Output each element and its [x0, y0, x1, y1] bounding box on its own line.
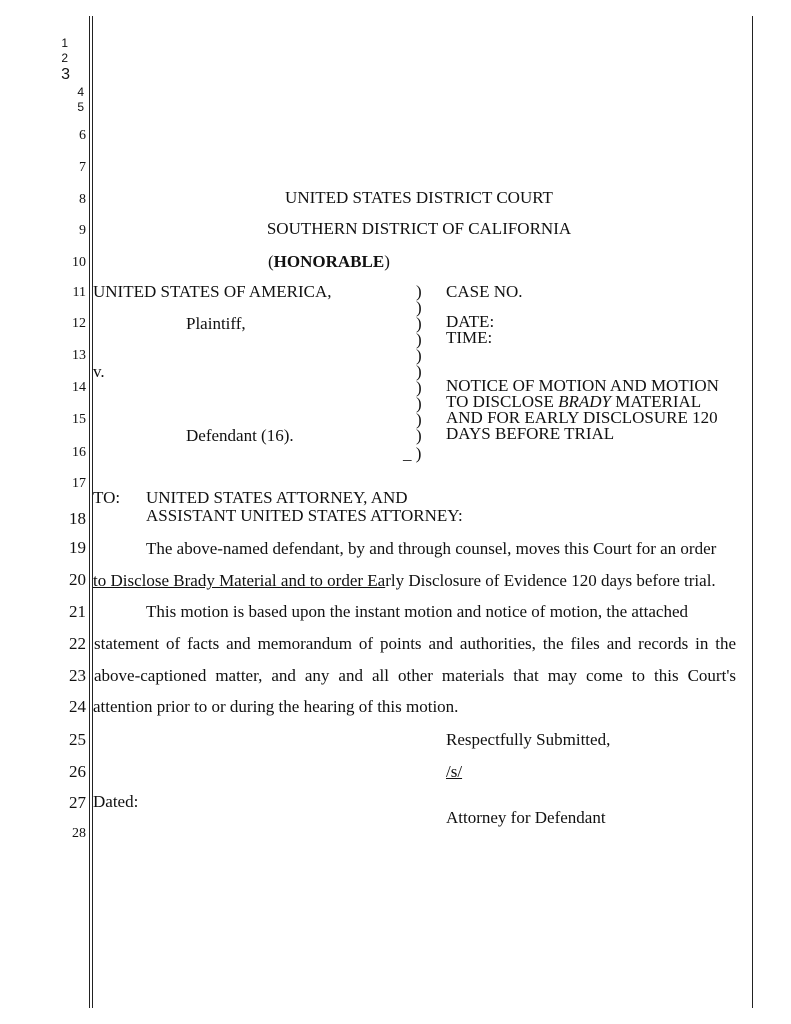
hearing-date-label: DATE:	[446, 312, 495, 331]
motion-title-line-1: NOTICE OF MOTION AND MOTION	[446, 376, 719, 395]
signatory-role: Attorney for Defendant	[446, 808, 606, 827]
versus: v.	[93, 362, 105, 381]
line-number-12: 12	[72, 316, 86, 331]
paragraph-2-line-1: This motion is based upon the instant motion and notice of motion, the attached	[146, 602, 689, 621]
caption-paren-6: )	[416, 362, 422, 381]
line-number-22: 22	[69, 634, 86, 653]
caption-paren-8: )	[416, 394, 422, 413]
line-number-4: 4	[77, 85, 84, 99]
to-label: TO:	[93, 488, 121, 507]
caption-paren-10: )	[416, 426, 422, 445]
paragraph-2-line-4: attention prior to or during the hearing of this motion.	[93, 697, 459, 716]
line-number-26: 26	[69, 762, 86, 781]
line-number-11: 11	[72, 285, 86, 300]
line-number-27: 27	[69, 793, 86, 812]
line-number-15: 15	[72, 412, 86, 427]
case-number-label: CASE NO.	[446, 282, 523, 301]
paragraph-1-line-2-rest: rly Disclosure of Evidence 120 days before trial.	[385, 571, 716, 590]
motion-title-line-2-post: MATERIAL	[610, 392, 702, 411]
line-number-3: 3	[61, 66, 70, 83]
motion-title-brady: BRADY	[558, 392, 611, 411]
defendant-label: Defendant (16).	[186, 426, 294, 445]
line-number-1: 1	[61, 36, 68, 50]
caption-end-mark: _ )	[403, 444, 422, 463]
line-number-10: 10	[72, 255, 86, 270]
left-margin-rule-outer	[89, 16, 90, 1008]
judge-close-paren: )	[384, 252, 390, 271]
judge-title: HONORABLE	[273, 252, 385, 271]
line-number-20: 20	[69, 570, 86, 589]
line-number-17: 17	[72, 476, 86, 491]
right-margin-rule	[752, 16, 753, 1008]
plaintiff-label: Plaintiff,	[186, 314, 246, 333]
line-number-21: 21	[69, 602, 86, 621]
line-number-9: 9	[79, 223, 86, 238]
motion-title-line-4: DAYS BEFORE TRIAL	[446, 424, 615, 443]
line-number-18: 18	[69, 509, 86, 528]
plaintiff-party: UNITED STATES OF AMERICA,	[93, 282, 332, 301]
line-number-19: 19	[69, 538, 86, 557]
line-number-23: 23	[69, 666, 86, 685]
court-district: SOUTHERN DISTRICT OF CALIFORNIA	[266, 219, 572, 238]
line-number-14: 14	[72, 380, 86, 395]
paragraph-2-line-2: statement of facts and memorandum of points and authorities, the files and records in the	[94, 634, 736, 653]
court-name: UNITED STATES DISTRICT COURT	[285, 188, 553, 207]
line-number-25: 25	[69, 730, 86, 749]
line-number-28: 28	[72, 826, 86, 841]
paragraph-1-line-2	[93, 571, 716, 591]
line-number-16: 16	[72, 445, 86, 460]
line-number-7: 7	[79, 160, 86, 175]
paragraph-1-underlined-text: to Disclose Brady Material and to order Ea	[93, 571, 386, 590]
caption-paren-4: )	[416, 330, 422, 349]
judge-line	[268, 252, 390, 272]
hearing-time-label: TIME:	[446, 328, 493, 347]
paragraph-1-line-1: The above-named defendant, by and through counsel, moves this Court for an order	[146, 539, 717, 558]
motion-title-line-3: AND FOR EARLY DISCLOSURE 120	[446, 408, 718, 427]
caption-paren-1: )	[416, 282, 422, 301]
paragraph-2-line-3: above-captioned matter, and any and all other materials that may come to this Court's	[94, 666, 736, 685]
line-number-13: 13	[72, 348, 86, 363]
to-line-1: UNITED STATES ATTORNEY, AND	[146, 488, 408, 507]
caption-paren-3: )	[416, 314, 422, 333]
caption-paren-7: )	[416, 378, 422, 397]
caption-paren-2: )	[416, 298, 422, 317]
motion-title-line-2-pre: TO DISCLOSE	[446, 392, 559, 411]
line-number-24: 24	[69, 697, 86, 716]
dated-label: Dated:	[93, 792, 139, 811]
judge-open-paren: (	[268, 252, 274, 271]
caption-paren-5: )	[416, 346, 422, 365]
line-number-8: 8	[79, 192, 86, 207]
closing-salutation: Respectfully Submitted,	[446, 730, 611, 749]
to-line-2: ASSISTANT UNITED STATES ATTORNEY:	[146, 506, 463, 525]
left-margin-rule-inner	[92, 16, 93, 1008]
line-number-5: 5	[77, 100, 84, 114]
line-number-2: 2	[61, 51, 68, 65]
signature-line: /s/	[446, 762, 463, 781]
caption-paren-9: )	[416, 410, 422, 429]
line-number-6: 6	[79, 128, 86, 143]
